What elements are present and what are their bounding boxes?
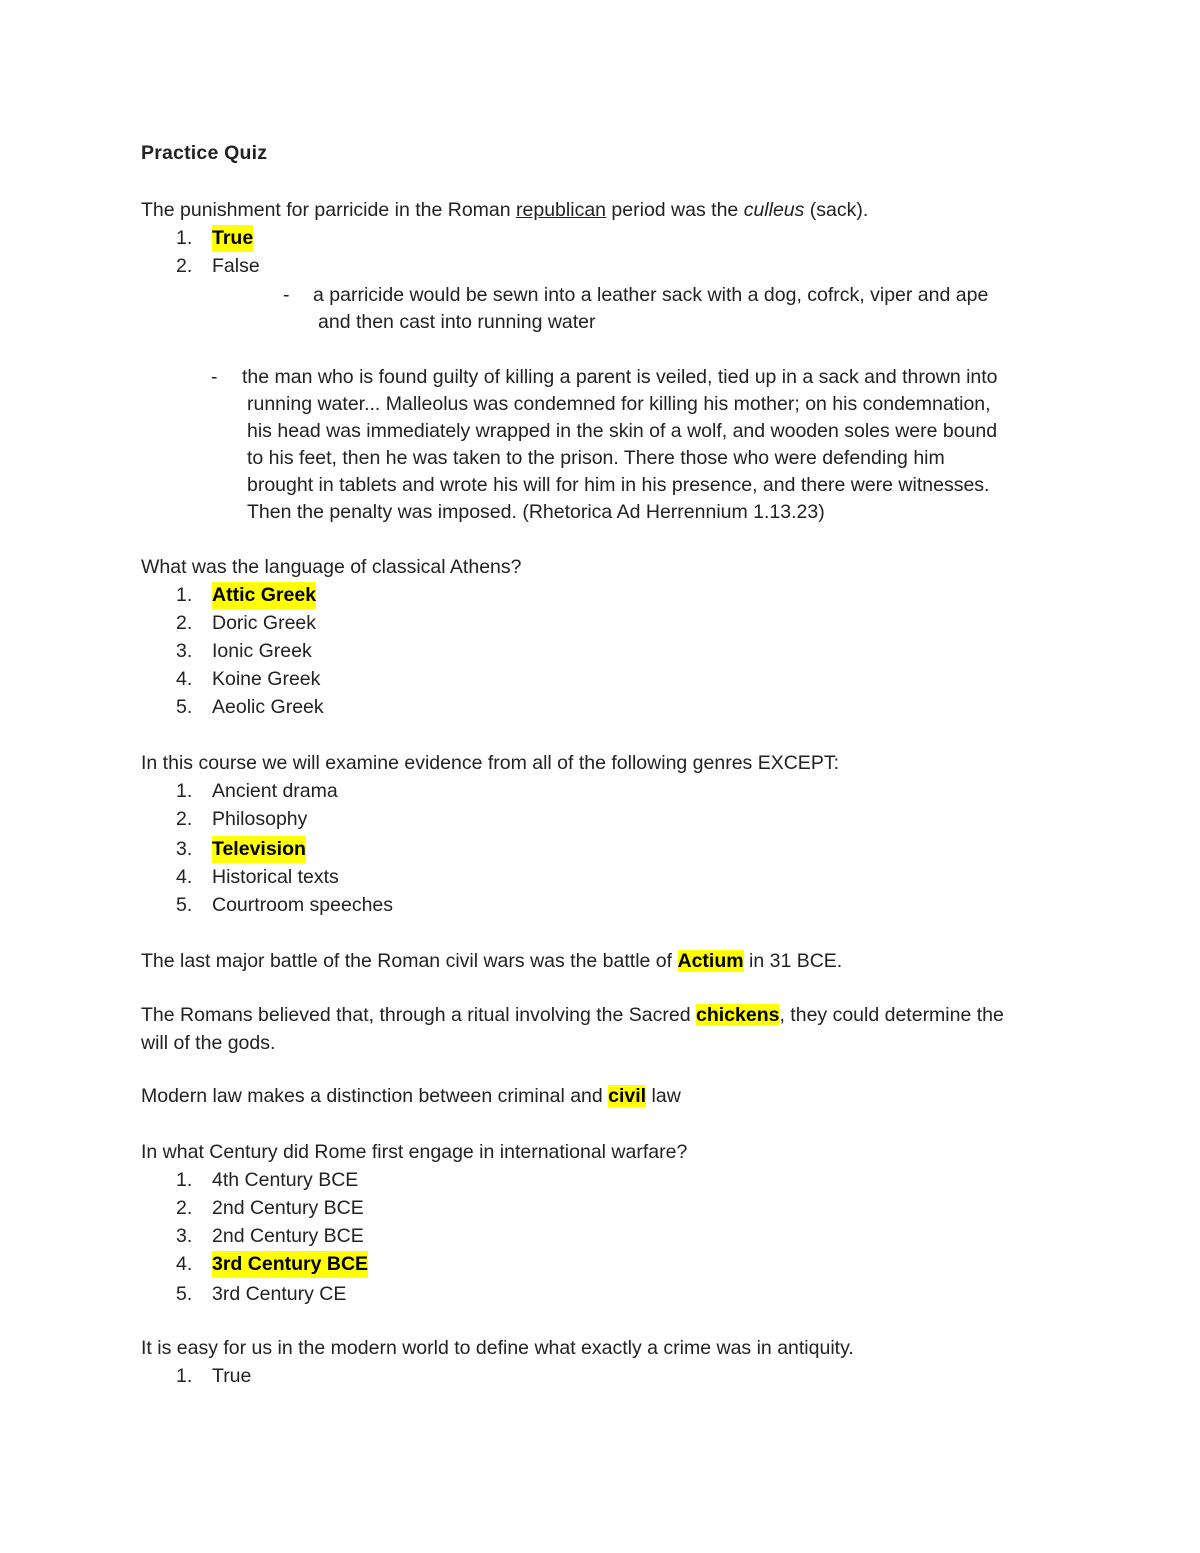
option-number: 2. bbox=[176, 255, 193, 277]
option-number: 2. bbox=[176, 612, 193, 634]
list-item bbox=[0, 892, 1200, 919]
list-item bbox=[0, 253, 1200, 280]
list-item bbox=[0, 836, 1200, 863]
option-label: Courtroom speeches bbox=[212, 894, 394, 916]
list-item bbox=[0, 778, 1200, 805]
highlighted-answer: Television bbox=[212, 836, 306, 863]
question-6-text-a: Modern law makes a distinction between criminal and bbox=[141, 1085, 609, 1107]
option-number: 1. bbox=[176, 1365, 193, 1387]
note-line: to his feet, then he was taken to the prison. There those who were defending him bbox=[247, 447, 945, 469]
list-item bbox=[0, 1281, 1200, 1308]
option-label: True bbox=[212, 1365, 252, 1387]
question-5-text bbox=[141, 1002, 1004, 1029]
question-1-text-b: period was the bbox=[606, 199, 744, 221]
option-number: 5. bbox=[176, 1283, 193, 1305]
highlighted-answer: chickens bbox=[696, 1004, 780, 1026]
option-number: 5. bbox=[176, 894, 193, 916]
highlighted-answer: True bbox=[212, 225, 253, 252]
option-number: 2. bbox=[176, 1197, 193, 1219]
option-label: False bbox=[212, 255, 260, 277]
list-item bbox=[0, 582, 1200, 609]
option-number: 4. bbox=[176, 1253, 193, 1275]
option-label: Historical texts bbox=[212, 866, 339, 888]
page-title: Practice Quiz bbox=[141, 142, 268, 164]
list-item bbox=[0, 225, 1200, 252]
option-label: Ionic Greek bbox=[212, 640, 312, 662]
list-item bbox=[0, 638, 1200, 665]
italic-word: culleus bbox=[743, 199, 805, 221]
list-item bbox=[0, 1223, 1200, 1250]
highlighted-answer: Attic Greek bbox=[212, 582, 316, 609]
option-number: 1. bbox=[176, 780, 193, 802]
option-number: 3. bbox=[176, 1225, 193, 1247]
list-item bbox=[0, 806, 1200, 833]
option-number: 1. bbox=[176, 227, 193, 249]
list-item bbox=[0, 610, 1200, 637]
question-5-text-b: , they could determine the bbox=[779, 1004, 1004, 1026]
question-1-text-a: The punishment for parricide in the Roman bbox=[141, 199, 517, 221]
option-label: 2nd Century BCE bbox=[212, 1197, 364, 1219]
question-4-text-b: in 31 BCE. bbox=[743, 950, 843, 972]
option-label: Koine Greek bbox=[212, 668, 321, 690]
highlighted-answer: civil bbox=[608, 1085, 647, 1107]
option-label: 3rd Century CE bbox=[212, 1283, 347, 1305]
list-item bbox=[0, 1251, 1200, 1278]
bullet-dash: - bbox=[283, 284, 290, 306]
list-item bbox=[0, 694, 1200, 721]
option-label: 4th Century BCE bbox=[212, 1169, 359, 1191]
list-item bbox=[0, 1167, 1200, 1194]
option-label: Ancient drama bbox=[212, 780, 338, 802]
option-number: 1. bbox=[176, 584, 193, 606]
question-8-text: It is easy for us in the modern world to define what exactly a crime was in antiquity. bbox=[141, 1337, 854, 1359]
highlighted-answer: 3rd Century BCE bbox=[212, 1251, 368, 1278]
question-3-text: In this course we will examine evidence from all of the following genres EXCEPT: bbox=[141, 752, 839, 774]
question-5-text-a: The Romans believed that, through a ritual involving the Sacred bbox=[141, 1004, 696, 1026]
underlined-word: republican bbox=[516, 199, 607, 221]
question-4-text bbox=[141, 948, 842, 975]
option-number: 4. bbox=[176, 866, 193, 888]
option-number: 5. bbox=[176, 696, 193, 718]
option-number: 1. bbox=[176, 1169, 193, 1191]
option-number: 2. bbox=[176, 808, 193, 830]
option-number: 3. bbox=[176, 640, 193, 662]
note-line: running water... Malleolus was condemned for killing his mother; on his condemnation, bbox=[247, 393, 991, 415]
note-line: Then the penalty was imposed. (Rhetorica Ad Herrennium 1.13.23) bbox=[247, 501, 825, 523]
list-item bbox=[0, 1363, 1200, 1390]
note-line: a parricide would be sewn into a leather sack with a dog, cofrck, viper and ape bbox=[313, 284, 989, 306]
question-6-text bbox=[141, 1083, 681, 1110]
bullet-dash: - bbox=[211, 366, 218, 388]
note-line: and then cast into running water bbox=[318, 311, 596, 333]
list-item bbox=[0, 666, 1200, 693]
highlighted-answer: Actium bbox=[677, 950, 744, 972]
question-7-text: In what Century did Rome first engage in international warfare? bbox=[141, 1141, 688, 1163]
question-2-text: What was the language of classical Athens? bbox=[141, 556, 522, 578]
option-label: Aeolic Greek bbox=[212, 696, 324, 718]
question-4-text-a: The last major battle of the Roman civil wars was the battle of bbox=[141, 950, 678, 972]
option-number: 4. bbox=[176, 668, 193, 690]
note-line: brought in tablets and wrote his will for him in his presence, and there were witnesses. bbox=[247, 474, 990, 496]
list-item bbox=[0, 1195, 1200, 1222]
question-6-text-b: law bbox=[646, 1085, 681, 1107]
question-1-text bbox=[141, 197, 868, 224]
question-1-text-c: (sack). bbox=[804, 199, 869, 221]
list-item bbox=[0, 864, 1200, 891]
note-line: the man who is found guilty of killing a parent is veiled, tied up in a sack and thrown into bbox=[242, 366, 998, 388]
option-label: Doric Greek bbox=[212, 612, 317, 634]
question-5-line-2: will of the gods. bbox=[141, 1032, 276, 1054]
note-line: his head was immediately wrapped in the skin of a wolf, and wooden soles were bound bbox=[247, 420, 998, 442]
option-label: Philosophy bbox=[212, 808, 308, 830]
option-number: 3. bbox=[176, 838, 193, 860]
option-label: 2nd Century BCE bbox=[212, 1225, 364, 1247]
